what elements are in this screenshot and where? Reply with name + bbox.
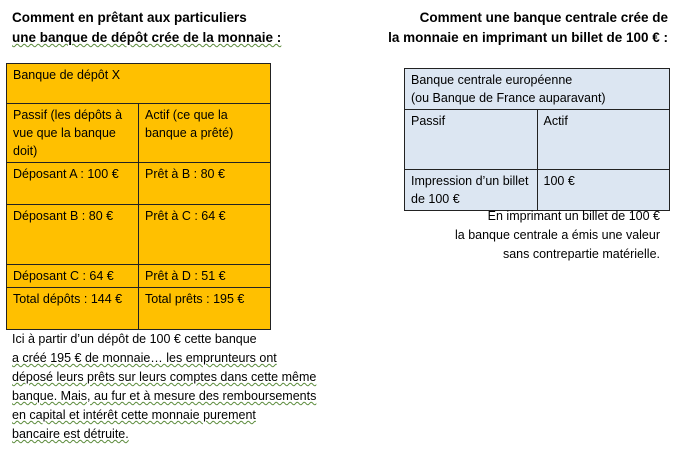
left-caption-line: a créé 195 € de monnaie… les emprunteurs ont: [12, 351, 277, 365]
bce-col-passif: Passif: [405, 110, 538, 170]
bce-title-line-1: Banque centrale européenne: [411, 73, 573, 87]
depot-col-actif: Actif (ce que la banque a prêté): [139, 104, 271, 163]
depot-row-actif: Prêt à B : 80 €: [139, 163, 271, 205]
depot-col-passif: Passif (les dépôts à vue que la banque doit): [7, 104, 139, 163]
depot-total-passif: Total dépôts : 144 €: [7, 288, 139, 330]
left-heading: [12, 8, 332, 48]
left-caption-line: en capital et intérêt cette monnaie purement: [12, 408, 256, 422]
left-caption-line: Ici à partir d’un dépôt de 100 € cette banque: [12, 332, 257, 346]
left-caption-line: bancaire est détruite.: [12, 427, 129, 441]
left-caption-line: banque. Mais, au fur et à mesure des remboursements: [12, 389, 317, 403]
right-heading-line-2: la monnaie en imprimant un billet de 100 € :: [388, 30, 668, 45]
central-bank-table: [404, 68, 670, 211]
bce-table-title: [405, 69, 670, 110]
depot-row-passif: Déposant C : 64 €: [7, 265, 139, 288]
right-heading-line-1: Comment une banque centrale crée de: [419, 10, 668, 25]
bce-row-actif: 100 €: [537, 170, 670, 211]
bce-col-actif: Actif: [537, 110, 670, 170]
left-heading-line-2: une banque de dépôt crée de la monnaie :: [12, 30, 282, 45]
depot-total-actif: Total prêts : 195 €: [139, 288, 271, 330]
depot-row-passif: Déposant A : 100 €: [7, 163, 139, 205]
depot-row-actif: Prêt à C : 64 €: [139, 205, 271, 265]
bce-title-line-2: (ou Banque de France auparavant): [411, 91, 606, 105]
right-caption-line: En imprimant un billet de 100 €: [487, 209, 660, 223]
depot-row-passif: Déposant B : 80 €: [7, 205, 139, 265]
right-caption-line: sans contrepartie matérielle.: [502, 247, 660, 261]
depot-table-title: Banque de dépôt X: [7, 64, 271, 104]
central-bank-caption: [380, 207, 660, 264]
right-caption-line: la banque centrale a émis une valeur: [455, 228, 660, 242]
left-caption-line: déposé leurs prêts sur leurs comptes dans cette même: [12, 370, 317, 384]
right-heading: [328, 8, 668, 48]
depot-bank-caption: [12, 330, 372, 444]
depot-bank-table: [6, 63, 271, 330]
depot-row-actif: Prêt à D : 51 €: [139, 265, 271, 288]
bce-row-passif: Impression d’un billet de 100 €: [405, 170, 538, 211]
left-heading-line-1: Comment en prêtant aux particuliers: [12, 10, 247, 25]
